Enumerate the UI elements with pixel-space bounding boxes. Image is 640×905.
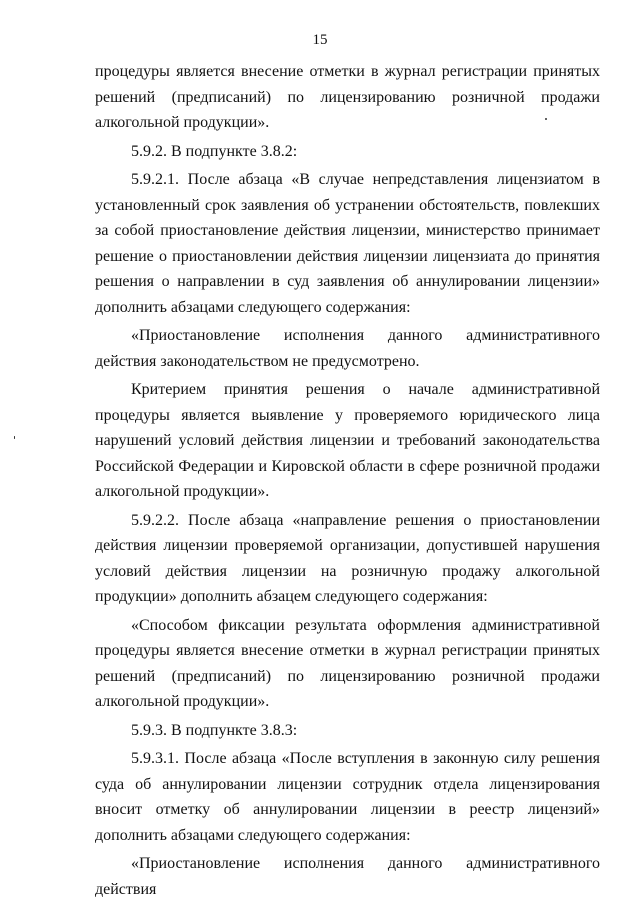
- paragraph-8: 5.9.3. В подпункте 3.8.3:: [131, 721, 298, 739]
- body-text: [95, 59, 600, 902]
- page-number: 15: [312, 32, 328, 48]
- paragraph-9: 5.9.3.1. После абзаца «После вступления в законную силу решения суда об аннулировании лицензии сотрудник отдела лицензирования вносит отметку об аннулировании лицензии в реестр лицензий» дополнить абзацами следующего содержания:: [95, 750, 600, 844]
- paragraph-5: Критерием принятия решения о начале административной процедуры является выявление у проверяемого юридического лица нарушений условий действия лицензии и требований законодательства Российской Федерации и Кировской области в сфере розничной продажи алкогольной продукции».: [95, 381, 600, 500]
- scan-speck-right: [545, 118, 547, 120]
- paragraph-4: «Приостановление исполнения данного административного действия законодательством не предусмотрено.: [95, 327, 600, 370]
- paragraph-7: «Способом фиксации результата оформления административной процедуры является внесение отметки в журнал регистрации принятых решений (предписаний) по лицензированию розничной продажи алкогольной продукции».: [95, 616, 600, 710]
- paragraph-6: 5.9.2.2. После абзаца «направление решения о приостановлении действия лицензии проверяемой организации, допустившей нарушения условий действия лицензии на розничную продажу алкогольной продукции» дополнить абзацем следующего содержания:: [95, 511, 600, 605]
- paragraph-2: 5.9.2. В подпункте 3.8.2:: [131, 142, 298, 160]
- paragraph-3: 5.9.2.1. После абзаца «В случае непредставления лицензиатом в установленный срок заявления об устранении обстоятельств, повлекших за собой приостановление действия лицензии, министерство принимает решение о приостановлении действия лицензии лицензиата до принятия решения о направлении в суд заявления об аннулировании лицензии» дополнить абзацами следующего содержания:: [95, 171, 600, 316]
- paragraph-10: «Приостановление исполнения данного административного действия: [95, 855, 600, 898]
- scan-speck-left: [14, 436, 15, 439]
- paragraph-1: процедуры является внесение отметки в журнал регистрации принятых решений (предписаний) по лицензированию розничной продажи алкогольной продукции».: [95, 63, 600, 131]
